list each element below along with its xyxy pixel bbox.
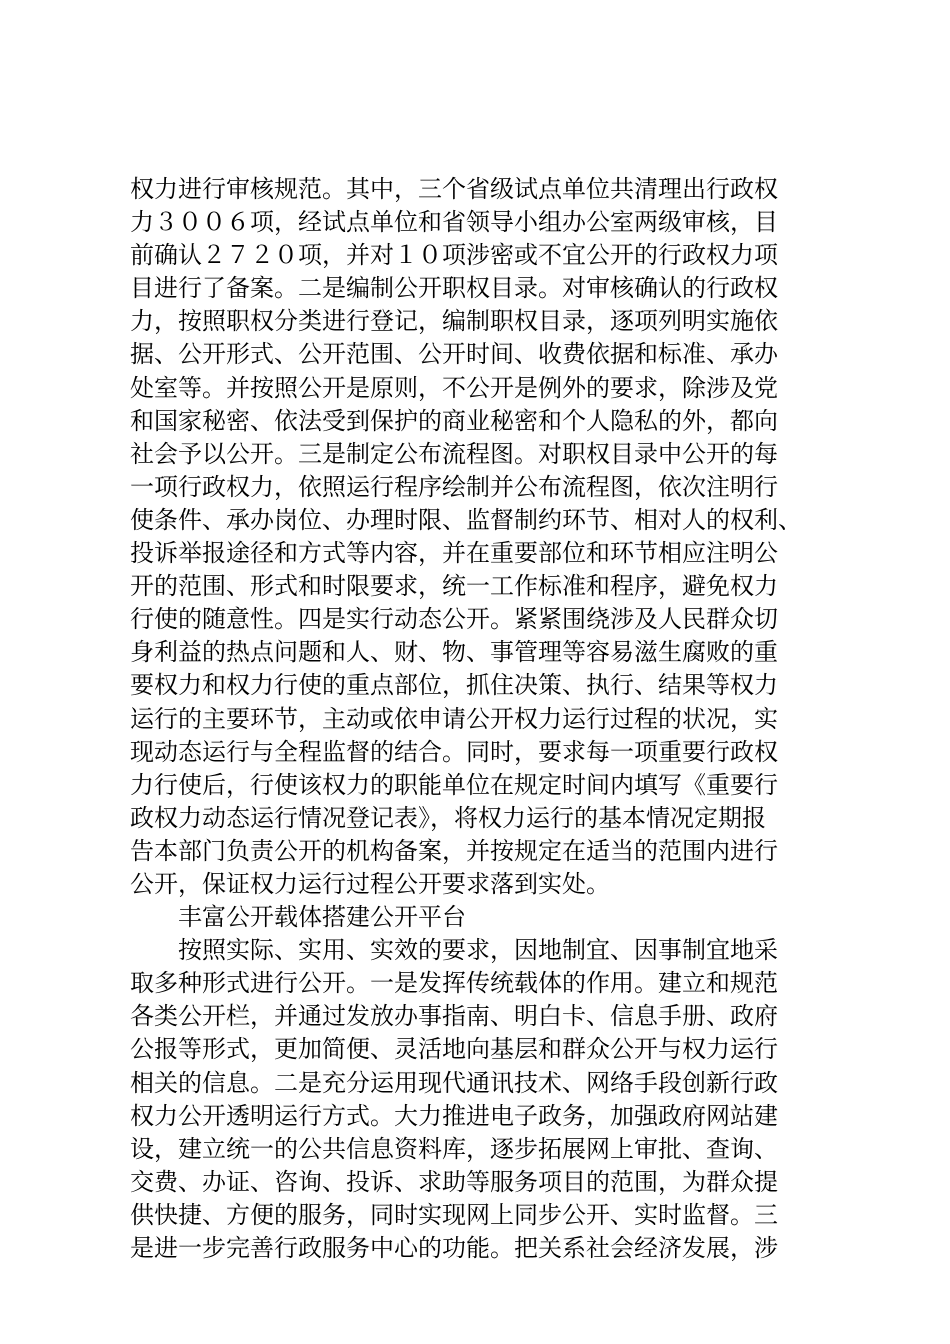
text-line: 前确认２７２０项，并对１０项涉密或不宜公开的行政权力项: [130, 241, 778, 270]
text-line: 要权力和权力行使的重点部位，抓住决策、执行、结果等权力: [130, 671, 778, 700]
text-line: 力行使后，行使该权力的职能单位在规定时间内填写《重要行: [130, 770, 778, 799]
text-line: 社会予以公开。三是制定公布流程图。对职权目录中公开的每: [130, 439, 778, 468]
text-line: 设，建立统一的公共信息资料库，逐步拓展网上审批、查询、: [130, 1134, 778, 1163]
text-line: 相关的信息。二是充分运用现代通讯技术、网络手段创新行政: [130, 1068, 778, 1097]
text-line: 现动态运行与全程监督的结合。同时，要求每一项重要行政权: [130, 737, 778, 766]
text-line: 处室等。并按照公开是原则，不公开是例外的要求，除涉及党: [130, 373, 778, 402]
section-heading: 丰富公开载体搭建公开平台: [130, 903, 466, 932]
text-line: 取多种形式进行公开。一是发挥传统载体的作用。建立和规范: [130, 969, 778, 998]
text-line: 投诉举报途径和方式等内容，并在重要部位和环节相应注明公: [130, 539, 778, 568]
text-line: 运行的主要环节，主动或依申请公开权力运行过程的状况，实: [130, 704, 778, 733]
text-line: 和国家秘密、依法受到保护的商业秘密和个人隐私的外，都向: [130, 406, 778, 435]
text-line: 据、公开形式、公开范围、公开时间、收费依据和标准、承办: [130, 340, 778, 369]
text-line: 各类公开栏，并通过发放办事指南、明白卡、信息手册、政府: [130, 1002, 778, 1031]
text-line: 公开，保证权力运行过程公开要求落到实处。: [130, 869, 610, 898]
text-line: 政权力动态运行情况登记表》，将权力运行的基本情况定期报: [130, 803, 766, 832]
text-line: 目进行了备案。二是编制公开职权目录。对审核确认的行政权: [130, 274, 778, 303]
text-line: 按照实际、实用、实效的要求，因地制宜、因事制宜地采: [130, 936, 778, 965]
body-text: [130, 173, 830, 1265]
text-line: 公报等形式，更加简便、灵活地向基层和群众公开与权力运行: [130, 1035, 778, 1064]
text-line: 权力公开透明运行方式。大力推进电子政务，加强政府网站建: [130, 1101, 778, 1130]
text-line: 供快捷、方便的服务，同时实现网上同步公开、实时监督。三: [130, 1200, 778, 1229]
text-line: 交费、办证、咨询、投诉、求助等服务项目的范围，为群众提: [130, 1167, 778, 1196]
text-line: 行使的随意性。四是实行动态公开。紧紧围绕涉及人民群众切: [130, 605, 778, 634]
text-line: 力３００６项，经试点单位和省领导小组办公室两级审核，目: [130, 208, 778, 237]
text-line: 是进一步完善行政服务中心的功能。把关系社会经济发展，涉: [130, 1234, 778, 1262]
text-line: 一项行政权力，依照运行程序绘制并公布流程图，依次注明行: [130, 472, 778, 501]
text-line: 使条件、承办岗位、办理时限、监督制约环节、相对人的权利、: [130, 505, 802, 534]
text-line: 权力进行审核规范。其中，三个省级试点单位共清理出行政权: [130, 175, 778, 203]
text-line: 开的范围、形式和时限要求，统一工作标准和程序，避免权力: [130, 572, 778, 601]
text-line: 身利益的热点问题和人、财、物、事管理等容易滋生腐败的重: [130, 638, 778, 667]
text-line: 告本部门负责公开的机构备案，并按规定在适当的范围内进行: [130, 836, 778, 865]
text-line: 力，按照职权分类进行登记，编制职权目录，逐项列明实施依: [130, 307, 778, 336]
